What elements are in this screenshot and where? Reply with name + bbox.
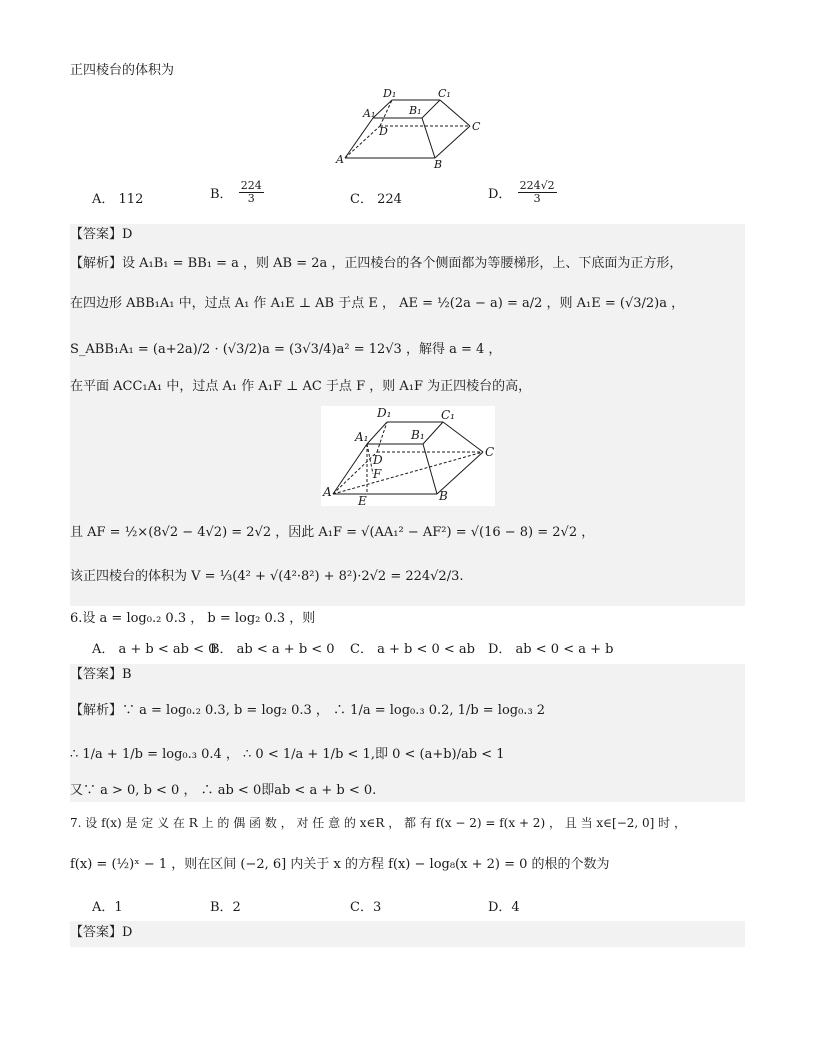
q5-choice-d-num: 224√2 <box>519 179 555 192</box>
q5-analysis-line-3: S_ABB₁A₁ = (a+2a)/2 · (√3/2)a = (3√3/4)a² = 12√3 ，解得 a = 4 ， <box>70 342 502 357</box>
q5-choice-d-letter: D． <box>488 187 512 202</box>
fig2-label-c1: C₁ <box>441 408 455 422</box>
fig1-label-b: B <box>434 158 443 170</box>
q5-choice-a[interactable] <box>92 188 143 207</box>
q5-choice-c[interactable] <box>350 188 402 207</box>
fig2-label-b: B <box>439 489 448 503</box>
q5-choice-b-fraction <box>239 180 264 205</box>
q7-choice-c[interactable]: C．3 <box>350 900 382 915</box>
q7-stem-line-1: 7. 设 f(x) 是 定 义 在 R 上 的 偶 函 数 ， 对 任 意 的 x∈R ， 都 有 f(x − 2) = f(x + 2) ， 且 当 x∈[−2, 0] 时 ， <box>70 816 686 830</box>
q6-answer: 【答案】B <box>70 667 132 682</box>
q5-choice-d-fraction <box>518 180 557 205</box>
q5-choice-d[interactable] <box>488 180 559 205</box>
q5-analysis-line-4: 在平面 ACC₁A₁ 中，过点 A₁ 作 A₁F ⊥ AC 于点 F ，则 A₁F 为正四棱台的高， <box>70 379 532 394</box>
q5-analysis-line-5: 且 AF = ½×(8√2 − 4√2) = 2√2 ，因此 A₁F = √(AA₁² − AF²) = √(16 − 8) = 2√2 ， <box>70 525 595 540</box>
q5-choice-c-letter: C． <box>350 192 373 207</box>
q5-analysis-line-2: 在四边形 ABB₁A₁ 中，过点 A₁ 作 A₁E ⊥ AB 于点 E ， AE = ½(2a − a) = a/2 ，则 A₁E = (√3/2)a ， <box>70 296 685 311</box>
q6-choice-d[interactable]: D． ab < 0 < a + b <box>488 642 614 657</box>
q5-analysis-line-1 <box>70 255 745 273</box>
q5-choice-b-num: 224 <box>240 179 262 192</box>
fig2-label-c: C <box>485 445 495 459</box>
q5-choice-d-den: 3 <box>533 192 541 205</box>
fig1-label-d: D <box>379 125 388 138</box>
q6-analysis-line-1: 【解析】∵ a = log₀.₂ 0.3, b = log₂ 0.3 ， ∴ 1/a = log₀.₃ 0.2, 1/b = log₀.₃ 2 <box>70 703 546 718</box>
fig2-label-e: E <box>358 494 367 506</box>
q5-analysis-text-1: 设 A₁B₁ = BB₁ = a ，则 AB = 2a ，正四棱台的各个侧面都为等腰梯形，上、下底面为正方形， <box>122 256 683 271</box>
fig2-label-f: F <box>373 467 382 481</box>
q6-choice-a[interactable]: A． a + b < ab < 0 <box>92 642 217 657</box>
fig2-label-d: D <box>373 453 383 467</box>
q5-stem: 正四棱台的体积为 <box>70 63 175 78</box>
q5-choice-a-value: 112 <box>118 192 144 207</box>
fig1-label-c: C <box>472 120 481 133</box>
q6-analysis-line-3: 又∵ a > 0, b < 0 ， ∴ ab < 0即ab < a + b < 0. <box>70 783 377 798</box>
fig2-label-a: A <box>323 485 332 499</box>
q6-stem: 6.设 a = log₀.₂ 0.3 ， b = log₂ 0.3 ，则 <box>70 611 316 626</box>
q7-choice-a[interactable]: A．1 <box>92 900 123 915</box>
fig2-label-b1: B₁ <box>411 428 425 442</box>
q5-choice-b[interactable] <box>210 180 266 205</box>
q5-choice-a-letter: A． <box>92 192 115 207</box>
q5-analysis-tag: 【解析】 <box>70 256 123 271</box>
q7-choice-d[interactable]: D．4 <box>488 900 520 915</box>
q7-answer: 【答案】D <box>70 925 133 940</box>
fig1-label-b1: B₁ <box>409 104 422 117</box>
fig1-label-a: A <box>336 153 344 166</box>
fig1-label-c1: C₁ <box>438 88 451 100</box>
q5-analysis-line-6: 该正四棱台的体积为 V = ⅓(4² + √(4²·8²) + 8²)·2√2 = 224√2/3. <box>70 569 464 584</box>
fig2-label-d1: D₁ <box>377 406 392 420</box>
fig1-label-d1: D₁ <box>383 88 397 100</box>
fig1-label-a1: A₁ <box>363 107 376 120</box>
q7-choice-b[interactable]: B．2 <box>210 900 241 915</box>
q5-choice-b-letter: B． <box>210 187 233 202</box>
q5-choice-c-value: 224 <box>377 192 402 207</box>
q6-analysis-line-2: ∴ 1/a + 1/b = log₀.₃ 0.4 ， ∴ 0 < 1/a + 1/b < 1,即 0 < (a+b)/ab < 1 <box>70 747 505 762</box>
fig2-label-a1: A₁ <box>355 430 369 444</box>
q7-stem-line-2: f(x) = (½)ˣ − 1 ，则在区间 (−2, 6] 内关于 x 的方程 f(x) − log₈(x + 2) = 0 的根的个数为 <box>70 857 610 872</box>
frustum-figure-1 <box>335 88 485 170</box>
q5-choice-b-den: 3 <box>247 192 255 205</box>
q6-choice-b[interactable]: B． ab < a + b < 0 <box>210 642 335 657</box>
frustum-figure-2 <box>321 406 495 506</box>
q5-answer: 【答案】D <box>70 227 133 242</box>
q6-choice-c[interactable]: C． a + b < 0 < ab <box>350 642 475 657</box>
